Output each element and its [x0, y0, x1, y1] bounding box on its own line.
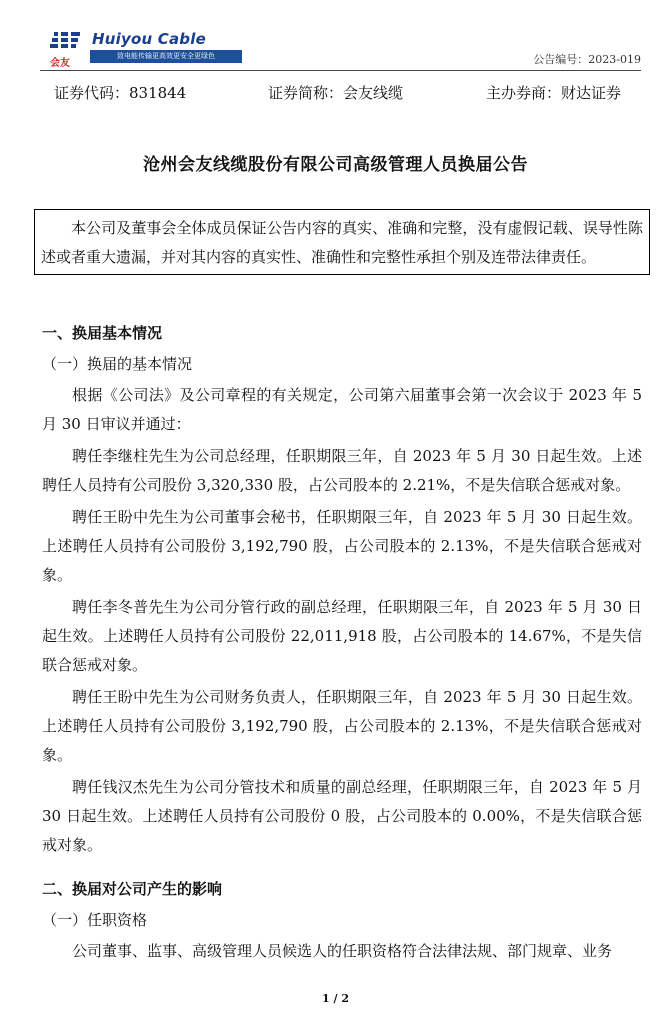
page-number: 1 / 2: [322, 992, 349, 1005]
section-heading-1: 一、换届基本情况: [42, 324, 163, 342]
paragraph: 聘任李冬普先生为公司分管行政的副总经理，任职期限三年，自 2023 年 5 月 30 日起生效。上述聘任人员持有公司股份 22,011,918 股，占公司股本的 14.67%，不是失信联合惩戒对象。: [42, 598, 642, 674]
subsection-heading-1-1: （一）换届的基本情况: [42, 355, 193, 373]
page-title: 沧州会友线缆股份有限公司高级管理人员换届公告: [143, 155, 528, 175]
subsection-heading-2-1: （一）任职资格: [42, 911, 148, 929]
sponsor-broker: 主办券商：财达证券: [486, 84, 622, 102]
announcement-number: 公告编号：2023-019: [533, 53, 641, 66]
security-code: 证券代码：831844: [54, 84, 187, 102]
logo-slogan: 致电能传输更高效更安全更绿色: [90, 50, 242, 63]
paragraph: 聘任钱汉杰先生为公司分管技术和质量的副总经理，任职期限三年，自 2023 年 5 月 30 日起生效。上述聘任人员持有公司股份 0 股，占公司股本的 0.00%，不是失信联合惩戒对象。: [42, 778, 642, 854]
paragraph: 根据《公司法》及公司章程的有关规定，公司第六届董事会第一次会议于 2023 年 5 月 30 日审议并通过：: [42, 386, 642, 433]
logo-cn-text: 会友: [50, 58, 70, 69]
logo-brand-text: Huiyou Cable: [92, 30, 206, 48]
security-abbreviation: 证券简称：会友线缆: [268, 84, 404, 102]
section-heading-2: 二、换届对公司产生的影响: [42, 880, 223, 898]
paragraph: 公司董事、监事、高级管理人员候选人的任职资格符合法律法规、部门规章、业务: [72, 942, 613, 960]
company-logo: [48, 30, 215, 69]
header-divider: [40, 70, 641, 71]
paragraph: 聘任王盼中先生为公司财务负责人，任职期限三年，自 2023 年 5 月 30 日起生效。上述聘任人员持有公司股份 3,192,790 股，占公司股本的 2.13%，不是失信联合惩戒对象。: [42, 688, 642, 764]
paragraph: 聘任李继柱先生为公司总经理，任职期限三年，自 2023 年 5 月 30 日起生效。上述聘任人员持有公司股份 3,320,330 股，占公司股本的 2.21%，不是失信联合惩戒对象。: [42, 447, 642, 494]
disclaimer-box: [34, 209, 650, 275]
document-body: [42, 319, 642, 969]
paragraph: 聘任王盼中先生为公司董事会秘书，任职期限三年，自 2023 年 5 月 30 日起生效。上述聘任人员持有公司股份 3,192,790 股，占公司股本的 2.13%，不是失信联合惩戒对象。: [42, 508, 642, 584]
disclaimer-text: 本公司及董事会全体成员保证公告内容的真实、准确和完整，没有虚假记载、误导性陈述或者重大遗漏，并对其内容的真实性、准确性和完整性承担个别及连带法律责任。: [41, 219, 643, 266]
